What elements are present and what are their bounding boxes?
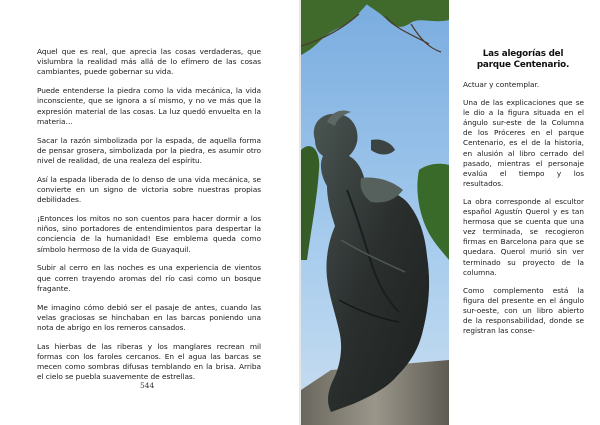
statue-photo — [301, 0, 449, 425]
paragraph: Me imagino cómo debió ser el pasaje de antes, cuando las velas graciosas se hinchaban en las barcas poniendo una nota de abrigo en los remeros cansados. — [37, 302, 261, 333]
paragraph: La obra corresponde al escultor español Agustín Querol y es tan hermosa que se cuenta que una vez terminada, se recogieron firmas en Barcelona para que se quedara. Querol murió sin ver terminado su proyecto de la columna. — [463, 196, 584, 277]
paragraph: Como complemento está la figura del presente en el ángulo sur-oeste, con un libro abierto de la responsabilidad, donde se registran las conse- — [463, 285, 584, 336]
paragraph: Sacar la razón simbolizada por la espada, de aquella forma de pensar grosera, simbolizada por la piedra, es asumir otro nivel de realidad, de una realeza del espíritu. — [37, 135, 261, 166]
paragraph: Puede entenderse la piedra como la vida mecánica, la vida inconsciente, que se ignora a sí mismo, y no ve más que la expresión material de las cosas. La luz quedó envuelta en la materia… — [37, 86, 261, 126]
paragraph: Actuar y contemplar. — [463, 80, 540, 89]
paragraph: ¡Entonces los mitos no son cuentos para hacer dormir a los niños, sino portadores de entendimientos para despertar la conciencia de la humanidad! Ese emblema queda como símbolo hermoso de la vida de Guayaquil. — [37, 214, 261, 254]
paragraph: Las hierbas de las riberas y los manglares recrean mil formas con los faroles cercanos. En el agua las barcas se mecen como sombras difusas temblando en la brisa. Arriba el cielo se puebla suavemente de estrellas. — [37, 341, 261, 382]
page-number: 544 — [140, 381, 155, 390]
left-page-text — [37, 47, 261, 391]
title-line: parque Centenario. — [476, 60, 570, 70]
paragraph: Aquel que es real, que aprecia las cosas verdaderas, que vislumbra la realidad más allá de lo efímero de las cosas cambiantes, puede gobernar su vida. — [37, 47, 261, 77]
paragraph: Así la espada liberada de lo denso de una vida mecánica, se convierte en un signo de victoria sobre nuestras propias debilidades. — [37, 174, 261, 205]
right-page-text — [463, 80, 584, 344]
title-line: Las alegorías del — [482, 49, 564, 59]
paragraph: Una de las explicaciones que se le dio a la figura situada en el ángulo sur-este de la Columna de los Próceres en el parque Centenario, es el de la historia, en alusión al libro cerrado del pasado, mientras el personaje evalúa el tiempo y los resultados. — [463, 98, 584, 188]
paragraph: Subir al cerro en las noches es una experiencia de vientos que corren trayendo aromas del río casi como un bosque fragante. — [37, 263, 261, 293]
statue-illustration — [301, 0, 449, 425]
section-title — [462, 49, 584, 71]
